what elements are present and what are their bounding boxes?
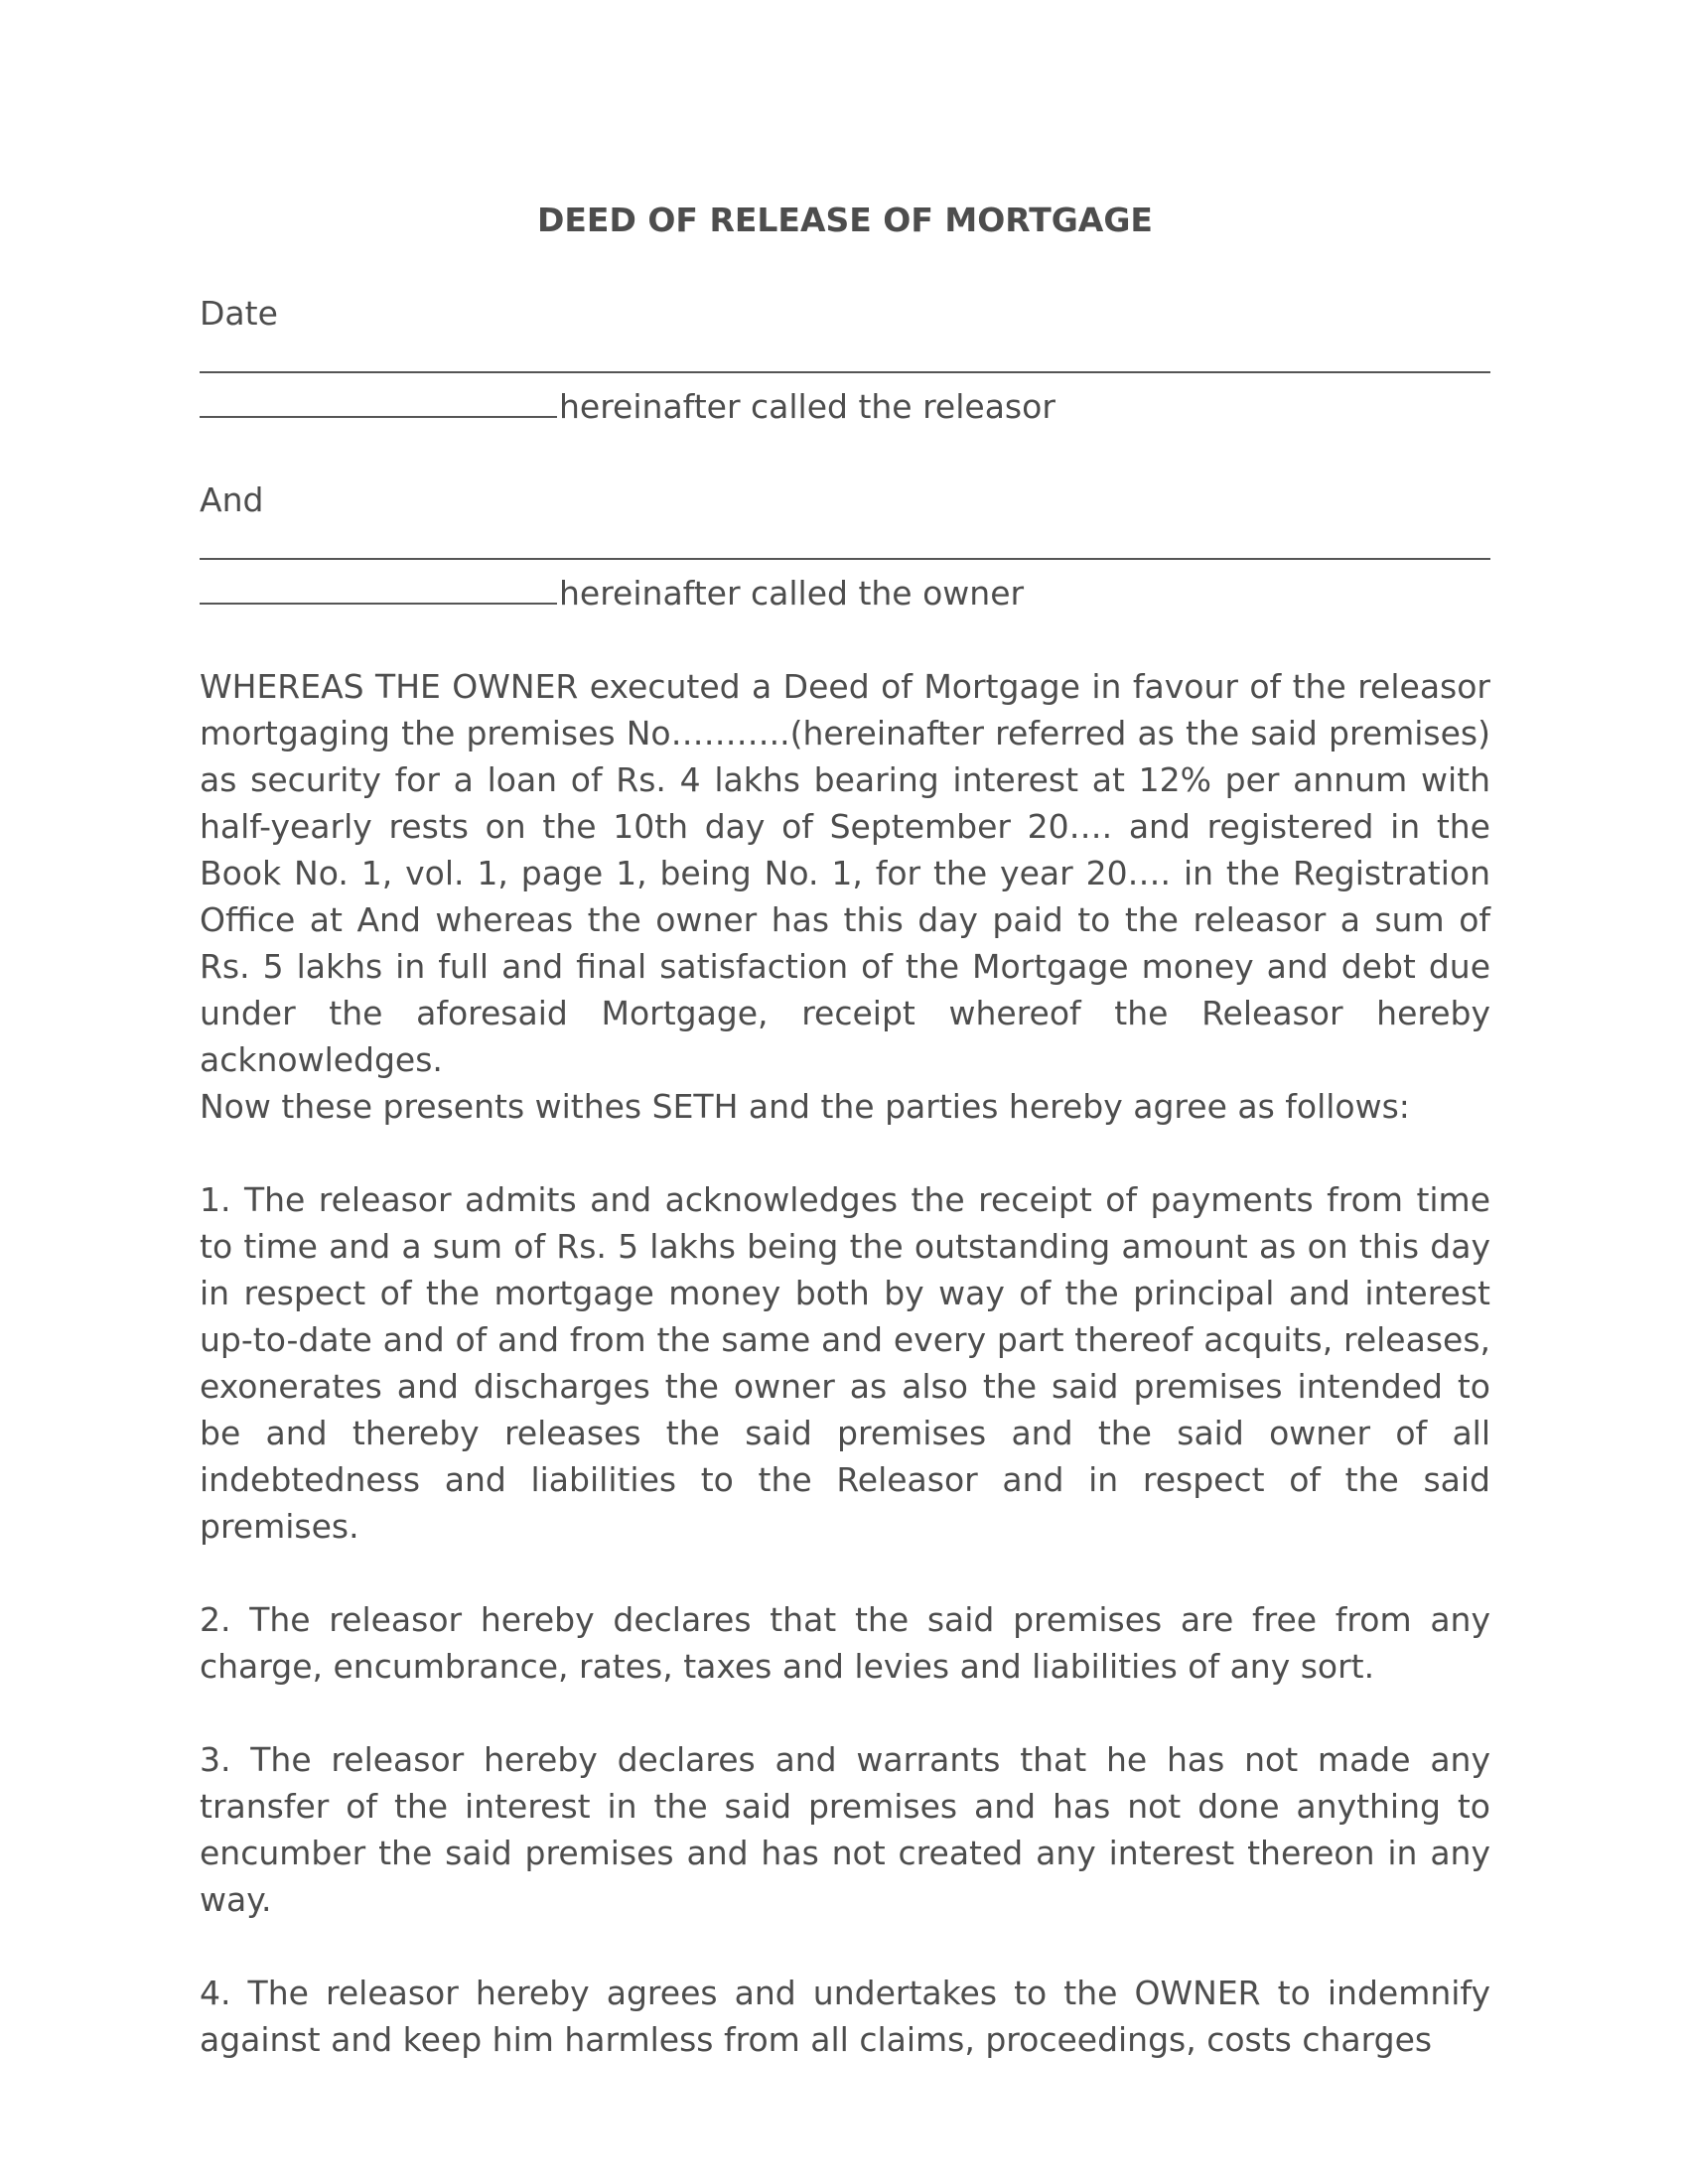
recital-text: WHEREAS THE OWNER executed a Deed of Mortgage in favour of the releasor mortgaging the premises No………..(hereinafter referred as the said premises) as security for a loan of Rs. 4 lakhs bearing interest at 12% per annum with half-yearly rests on the 10th day of September 20…. and registered in the Book No. 1, vol. 1, page 1, being No. 1, for the year 20…. in the Registration Office at And whereas the owner has this day paid to the releasor a sum of Rs. 5 lakhs in full and final satisfaction of the Mortgage money and debt due under the aforesaid Mortgage, receipt whereof the Releasor hereby acknowledges. (200, 667, 1490, 1079)
recital-paragraph (200, 663, 1490, 1130)
clause-3: 3. The releasor hereby declares and warrants that he has not made any transfer of the interest in the said premises and has not done anything to encumber the said premises and has not created any interest thereon in any way. (200, 1740, 1490, 1919)
clause-4: 4. The releasor hereby agrees and undertakes to the OWNER to indemnify against and keep him harmless from all claims, proceedings, costs charges (200, 1974, 1490, 2059)
clause-2: 2. The releasor hereby declares that the said premises are free from any charge, encumbrance, rates, taxes and levies and liabilities of any sort. (200, 1600, 1490, 1686)
releasor-line (200, 383, 1490, 430)
spacer (200, 430, 1490, 477)
releasor-name-blank (200, 415, 557, 418)
date-label: Date (200, 294, 278, 333)
owner-suffix: hereinafter called the owner (559, 574, 1025, 613)
document-page (200, 197, 1490, 2063)
owner-blank-line (200, 523, 1490, 570)
releasor-suffix: hereinafter called the releasor (559, 387, 1055, 426)
owner-line (200, 570, 1490, 616)
owner-name-blank (200, 602, 557, 605)
and-label: And (200, 480, 264, 519)
recital-close-text: Now these presents withes SETH and the parties hereby agree as follows: (200, 1087, 1410, 1126)
releasor-blank-line (200, 337, 1490, 383)
clause-1: 1. The releasor admits and acknowledges the receipt of payments from time to time and a sum of Rs. 5 lakhs being the outstanding amount as on this day in respect of the mortgage money both by way of the principal and interest up-to-date and of and from the same and every part thereof acquits, releases, exonerates and discharges the owner as also the said premises intended to be and thereby releases the said premises and the said owner of all indebtedness and liabilities to the Releasor and in respect of the said premises. (200, 1180, 1490, 1546)
document-title: DEED OF RELEASE OF MORTGAGE (537, 201, 1153, 239)
